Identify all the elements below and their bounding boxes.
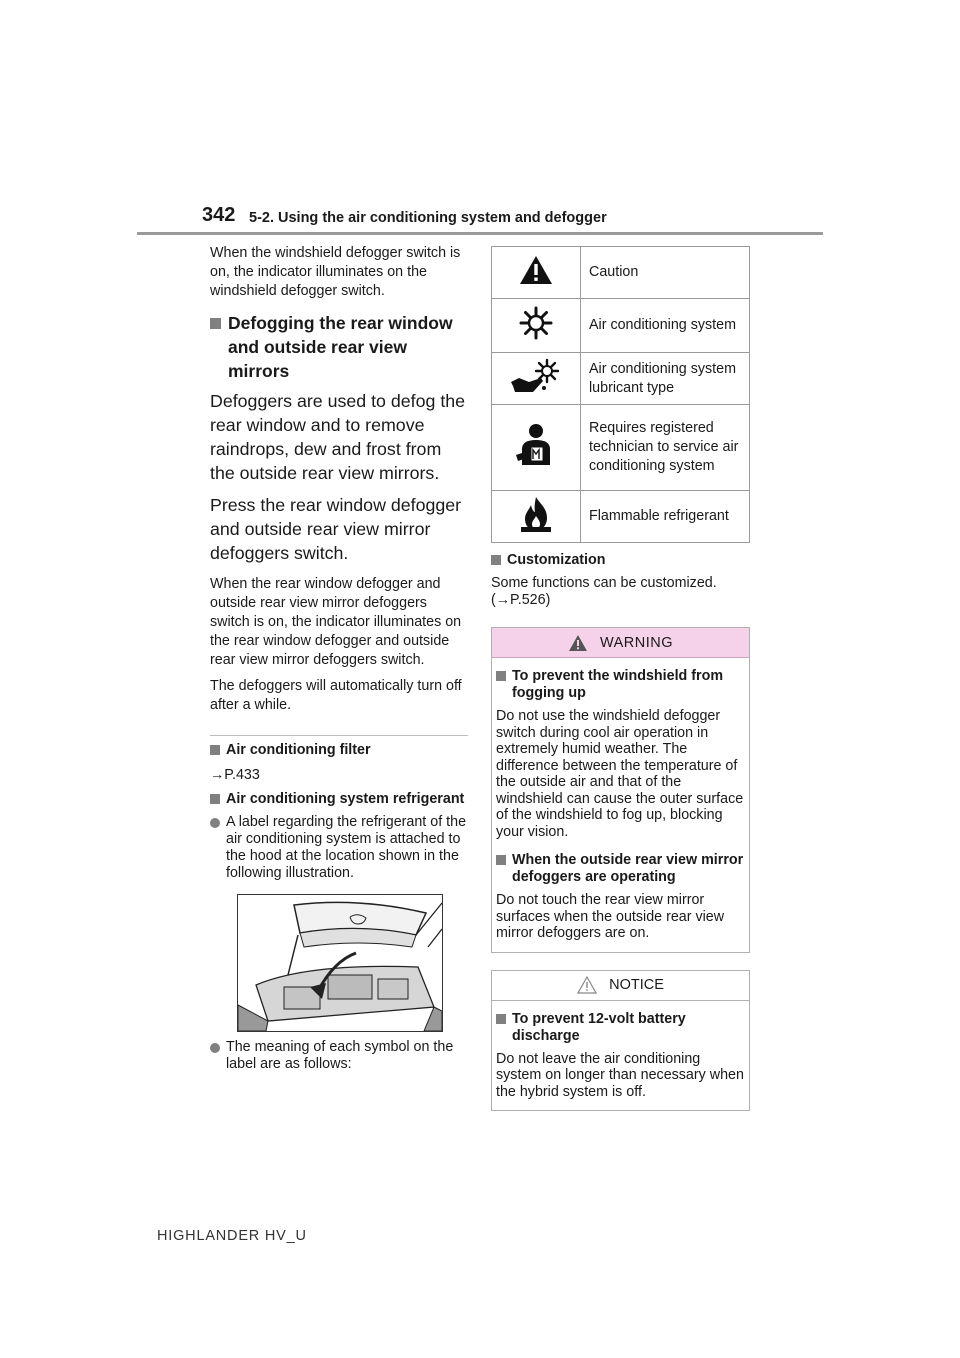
symbol-label: Requires registered technician to service air conditioning system: [581, 405, 750, 491]
symbol-meaning-bullet: The meaning of each symbol on the label are as follows:: [210, 1039, 468, 1073]
warning-subheading: To prevent the windshield from fogging up: [496, 668, 745, 702]
ac-lubricant-icon: [509, 358, 563, 394]
auto-off-note: The defoggers will automatically turn off after a while.: [210, 678, 462, 713]
filter-page-ref[interactable]: →P.433: [210, 767, 260, 783]
symbol-label: Air conditioning system: [581, 299, 750, 353]
square-bullet-icon: [496, 1014, 506, 1024]
open-hood-drawing: [238, 895, 442, 1031]
symbol-label: Caution: [581, 247, 750, 299]
table-row: [492, 405, 750, 491]
warning-box: [491, 627, 750, 953]
section-divider: [210, 735, 468, 736]
page-number: 342: [202, 204, 236, 226]
symbol-cell: [492, 299, 581, 353]
rear-defog-description: Defoggers are used to defog the rear window and to remove raindrops, dew and frost from the outside rear view mirrors.: [210, 391, 466, 483]
section-title: 5-2. Using the air conditioning system and defogger: [249, 210, 607, 226]
flame-icon: [521, 496, 551, 532]
square-bullet-icon: [496, 671, 506, 681]
filter-heading: Air conditioning filter: [210, 742, 468, 759]
ac-snowflake-icon: [519, 306, 553, 340]
notice-header: [492, 971, 749, 1001]
warning-header: [492, 628, 749, 658]
customization-text: Some functions can be customized. (→P.526): [491, 575, 717, 608]
symbol-cell: [492, 247, 581, 299]
notice-triangle-icon: [577, 976, 597, 994]
notice-text: Do not leave the air conditioning system on longer than necessary when the hybrid system is off.: [496, 1050, 744, 1100]
customization-heading: Customization: [491, 552, 750, 569]
warning-text: Do not touch the rear view mirror surfaces when the outside rear view mirror defoggers are on.: [496, 892, 725, 941]
warning-subheading: When the outside rear view mirror defoggers are operating: [496, 852, 745, 886]
refrigerant-label-bullet: A label regarding the refrigerant of the air conditioning system is attached to the hood at the location shown in the following illustration.: [210, 814, 468, 882]
refrigerant-heading: Air conditioning system refrigerant: [210, 791, 468, 808]
table-row: [492, 247, 750, 299]
header-rule: [137, 232, 823, 235]
notice-box: [491, 970, 750, 1112]
square-bullet-icon: [491, 555, 501, 565]
notice-subheading: To prevent 12-volt battery discharge: [496, 1011, 745, 1045]
warning-body: [492, 658, 749, 952]
square-bullet-icon: [496, 855, 506, 865]
table-row: [492, 299, 750, 353]
footer-model: HIGHLANDER HV_U: [157, 1228, 307, 1244]
round-bullet-icon: [210, 818, 220, 828]
table-row: [492, 491, 750, 543]
right-column: [491, 246, 750, 1111]
symbol-label: Air conditioning system lubricant type: [581, 353, 750, 405]
rear-defog-heading: Defogging the rear window and outside rear view mirrors: [210, 311, 468, 383]
technician-icon: [514, 423, 558, 467]
warning-text: Do not use the windshield defogger switch during cool air operation in extremely humid weather. The difference between the temperature of the outside air and that of the windshield can cause the outer surface of the windshield to fog up, blocking your vision.: [496, 708, 744, 840]
square-bullet-icon: [210, 318, 221, 329]
caution-triangle-icon: [519, 255, 553, 285]
symbol-label: Flammable refrigerant: [581, 491, 750, 543]
warning-triangle-icon: [568, 634, 588, 652]
windshield-indicator-note: When the windshield defogger switch is on, the indicator illuminates on the windshield defogger switch.: [210, 245, 461, 299]
symbol-table: [491, 246, 750, 543]
notice-title: NOTICE: [609, 977, 664, 993]
warning-title: WARNING: [599, 634, 674, 651]
square-bullet-icon: [210, 794, 220, 804]
symbol-cell: [492, 353, 581, 405]
rear-defog-instruction: Press the rear window defogger and outside rear view mirror defoggers switch.: [210, 495, 462, 563]
left-column: [210, 244, 468, 1073]
hood-label-illustration: [237, 894, 443, 1032]
symbol-cell: [492, 491, 581, 543]
square-bullet-icon: [210, 745, 220, 755]
rear-indicator-note: When the rear window defogger and outside rear view mirror defoggers switch is on, the indicator illuminates on the rear window defogger and outside rear view mirror defoggers switch.: [210, 576, 462, 668]
symbol-cell: [492, 405, 581, 491]
table-row: [492, 353, 750, 405]
round-bullet-icon: [210, 1043, 220, 1053]
notice-body: [492, 1001, 749, 1111]
